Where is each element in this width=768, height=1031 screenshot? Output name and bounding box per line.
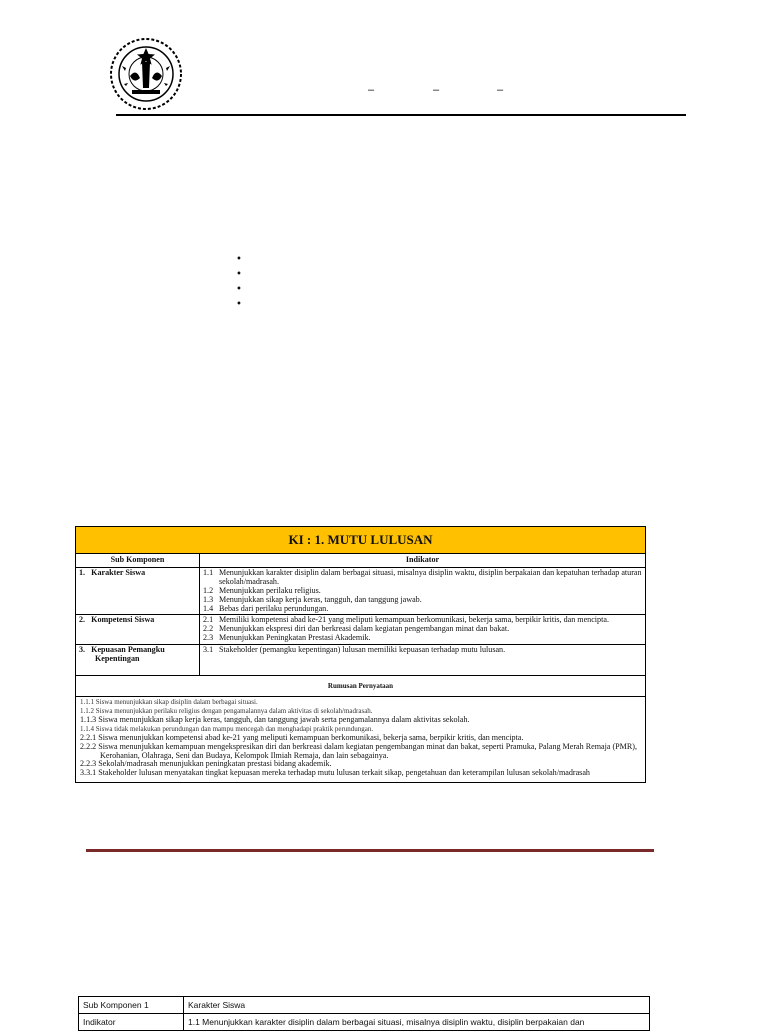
bullet-marker: • <box>236 284 242 295</box>
statement-item: 2.2.2 Siswa menunjukkan kemampuan mengekspresikan diri dan berkreasi dalam kegiatan pengembangan minat dan bakat, seperti Pramuka, Palang Merah Remaja (PMR), Kerohanian, Olahraga, Seni dan Budaya, Kelompok Ilmiah Remaja, dan lain sebagainya. <box>80 741 637 760</box>
component-name <box>76 645 200 675</box>
statement-item: 1.1.3 Siswa menunjukkan sikap kerja keras, tangguh, dan tanggung jawab serta pengamalannya dalam aktivitas sekolah. <box>80 714 470 724</box>
indicator-cell <box>200 645 645 675</box>
indicator-number: 2.1 <box>203 615 214 625</box>
component-label: Kepuasan Pemangku <box>91 645 165 655</box>
table-cell-value: Karakter Siswa <box>184 997 650 1014</box>
indicator-text: Menunjukkan Peningkatan Prestasi Akademik. <box>219 633 371 643</box>
indicator-text: Menunjukkan karakter disiplin dalam berbagai situasi, misalnya disiplin waktu, disiplin berpakaian dan kepatuhan terhadap aturan sekolah/madrasah. <box>219 567 642 586</box>
indicator-item <box>203 569 642 587</box>
indicator-number: 1.1 <box>203 567 214 577</box>
statement-item: 1.1.2 Siswa menunjukkan perilaku religius dengan pengamalannya dalam aktivitas di sekolah/madrasah. <box>80 706 373 715</box>
bullet-marker: • <box>236 254 242 265</box>
indicator-item <box>203 646 642 655</box>
indicator-text: Bebas dari perilaku perundungan. <box>219 603 329 613</box>
table-cell-key: Sub Komponen 1 <box>79 997 184 1014</box>
ki-title: KI : 1. MUTU LULUSAN <box>76 527 645 554</box>
indicator-cell <box>200 568 645 615</box>
indicator-text: Menunjukkan perilaku religius. <box>219 585 321 595</box>
bullet-marker: • <box>236 299 242 310</box>
component-name <box>76 568 200 615</box>
section-divider <box>86 849 654 852</box>
header-dash: – <box>368 84 375 96</box>
indicator-text: Stakeholder (pemangku kepentingan) lulusan memiliki kepuasan terhadap mutu lulusan. <box>219 645 506 655</box>
component-number: 2. <box>79 615 86 625</box>
statement-item: 1.1.1 Siswa menunjukkan sikap disiplin dalam berbagai situasi. <box>80 698 258 707</box>
component-number: 1. <box>79 567 86 577</box>
indicator-item <box>203 605 642 614</box>
rumusan-title: Rumusan Pernyataan <box>76 676 645 697</box>
component-label: Karakter Siswa <box>91 567 146 577</box>
statement-item: 1.1.4 Siswa tidak melakukan perundungan dan mampu mencegah dan menghadapi praktik perundungan. <box>80 724 374 733</box>
statement-item: 3.3.1 Stakeholder lulusan menyatakan tingkat kepuasan mereka terhadap mutu lulusan terkait sikap, pengetahuan dan keterampilan lulusan sekolah/madrasah <box>80 768 590 778</box>
indicator-number: 2.3 <box>203 633 214 643</box>
statement-list <box>76 697 645 782</box>
component-row <box>76 568 645 616</box>
col-header-sub-komponen: Sub Komponen <box>76 554 200 567</box>
table-row <box>79 1014 650 1031</box>
header-dash: – <box>433 84 440 96</box>
indicator-number: 2.2 <box>203 624 214 634</box>
indicator-text: Menunjukkan ekspresi diri dan berkreasi dalam kegiatan pengembangan minat dan bakat. <box>219 624 510 634</box>
header-dash: – <box>497 84 504 96</box>
component-label-line2: Kepentingan <box>95 654 140 664</box>
ki-table <box>75 526 646 783</box>
statement-item: 2.2.3 Sekolah/madrasah menunjukkan peningkatan prestasi bidang akademik. <box>80 759 332 769</box>
component-number: 3. <box>79 645 86 655</box>
indicator-number: 1.3 <box>203 594 214 604</box>
indicator-cell <box>200 615 645 644</box>
component-name <box>76 615 200 644</box>
table-cell-key: Indikator <box>79 1014 184 1031</box>
indicator-text: Menunjukkan sikap kerja keras, tangguh, dan tanggung jawab. <box>219 594 422 604</box>
sub-komponen-table <box>78 996 650 1031</box>
indicator-number: 3.1 <box>203 645 214 655</box>
table-cell-value: 1.1 Menunjukkan karakter disiplin dalam berbagai situasi, misalnya disiplin waktu, disiplin berpakaian dan <box>184 1014 650 1031</box>
component-label: Kompetensi Siswa <box>91 615 155 625</box>
bullet-list <box>236 252 242 312</box>
component-row <box>76 615 645 645</box>
bullet-marker: • <box>236 269 242 280</box>
indicator-number: 1.2 <box>203 585 214 595</box>
col-header-indikator: Indikator <box>405 555 440 564</box>
statement-item: 2.2.1 Siswa menunjukkan kompetensi abad ke-21 yang meliputi kemampuan berkomunikasi, bekerja sama, berpikir kritis, dan mencipta. <box>80 732 524 742</box>
table-row <box>79 997 650 1014</box>
ki-header-row <box>76 554 645 568</box>
header-divider <box>116 114 686 116</box>
indicator-item <box>203 634 642 643</box>
indicator-number: 1.4 <box>203 603 214 613</box>
indicator-text: Memiliki kompetensi abad ke-21 yang meliputi kemampuan berkomunikasi, bekerja sama, berpikir kritis, dan mencipta. <box>219 615 609 625</box>
component-row <box>76 645 645 676</box>
institution-logo <box>108 36 184 112</box>
